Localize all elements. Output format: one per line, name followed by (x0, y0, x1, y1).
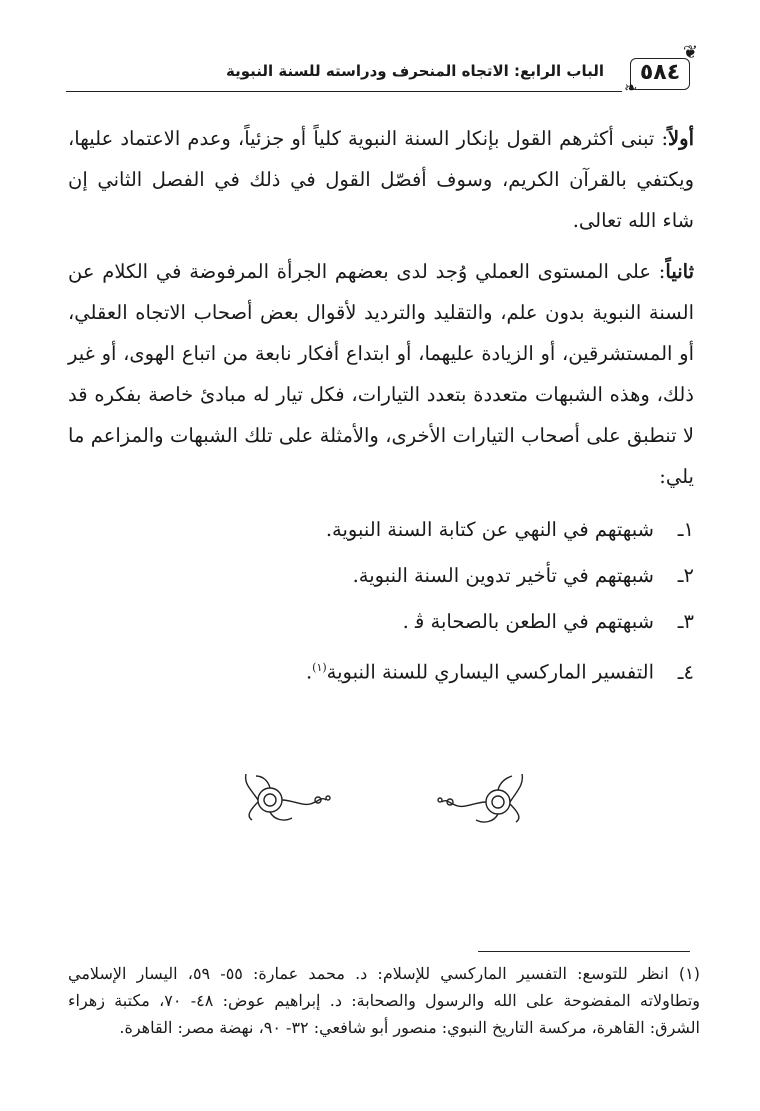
main-text (68, 118, 694, 696)
page-number: ٥٨٤ (639, 60, 681, 85)
footnote-ref: (١) (312, 661, 327, 674)
list-text: شبهتهم في النهي عن كتابة السنة النبوية. (325, 518, 654, 541)
list-end: . (305, 660, 313, 684)
list-number: ٢ـ (677, 564, 694, 587)
footnote-rule (478, 951, 690, 952)
list-number: ٤ـ (677, 660, 694, 684)
list-item (68, 599, 694, 645)
lead-word: ثانياً (665, 260, 694, 283)
footnotes (68, 960, 700, 1041)
page-number-frame (622, 42, 698, 97)
corner-ornament-icon: ❦ (682, 42, 698, 63)
list-text: التفسير الماركسي اليساري للسنة النبوية (326, 660, 654, 684)
floral-ornament-icon (436, 770, 528, 826)
list-text: شبهتهم في الطعن بالصحابة ﭬ . (402, 610, 654, 633)
footnote-number: (١) (678, 964, 700, 983)
section-end-ornaments (240, 770, 530, 830)
list-text: شبهتهم في تأخير تدوين السنة النبوية. (352, 564, 654, 587)
footnote-text: انظر للتوسع: التفسير الماركسي للإسلام: د. محمد عمارة: ٥٥- ٥٩، اليسار الإسلامي وتطاولاته المفضوحة على الله والرسول والصحابة: د. إبراهيم عوض: ٤٨- ٧٠، مكتبة زهراء الشرق: القاهرة، مركسة التاريخ النبوي: منصور أبو شافعي: ٣٢- ٩٠، نهضة مصر: القاهرة. (68, 964, 700, 1037)
paragraph-text: : تبنى أكثرهم القول بإنكار السنة النبوية كلياً أو جزئياً، وعدم الاعتماد عليها، ويكتفي بالقرآن الكريم، وسوف أفصّل القول في ذلك في الفصل الثاني إن شاء الله تعالى. (68, 127, 694, 232)
corner-ornament-icon: ❧ (624, 78, 638, 97)
list-item (68, 645, 694, 696)
paragraph-text: : على المستوى العملي وُجد لدى بعضهم الجرأة المرفوضة في الكلام عن السنة النبوية بدون علم، والتقليد والترديد لأقوال بعض أصحاب الاتجاه العقلي، أو المستشرقين، أو الزيادة عليهما، أو ابتداع أفكار نابعة من اتباع الهوى، أو غير ذلك، وهذه الشبهات متعددة بتعدد التيارات، فكل تيار له مبادئ خاصة بفكره قد لا تنطبق على أصحاب التيارات الأخرى، والأمثلة على تلك الشبهات والمزاعم ما يلي: (68, 260, 694, 488)
page-header (66, 42, 698, 98)
list-item (68, 507, 694, 553)
list-number: ٣ـ (677, 610, 694, 633)
header-rule (66, 91, 622, 92)
doubts-list (68, 507, 694, 696)
lead-word: أولاً (668, 127, 694, 150)
list-number: ١ـ (677, 518, 694, 541)
running-head: الباب الرابع: الاتجاه المنحرف ودراسته للسنة النبوية (226, 62, 604, 80)
floral-ornament-icon (240, 770, 332, 826)
list-item (68, 553, 694, 599)
paragraph-first (68, 118, 694, 241)
paragraph-second (68, 251, 694, 497)
